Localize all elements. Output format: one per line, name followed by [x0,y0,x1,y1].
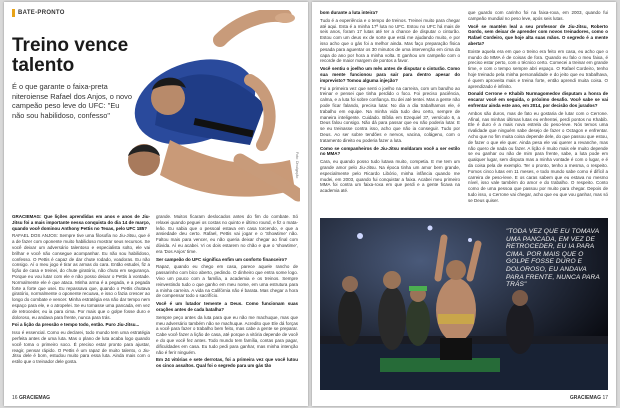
left-column-2 [156,214,298,394]
magazine-brand: GRACIEMAG [18,395,51,401]
qa-paragraph: bom durante a luta inteira? [320,10,378,15]
section-label: BATE-PRONTO [18,10,65,16]
qa-paragraph: Você se mantém leal a seu professor de Jiu-Jitsu, Roberto Gordo, sem deixar de aprender com novos treinadores, como o Rafael Cordeiro, que hoje alta suas mãos. O segredo é a mente aberta? [468,23,608,46]
qa-paragraph: Donald Cerrone e Khabib Nurmagomedov disputam a honra de encarar você em seguida, o próximo desafio. Você sabe se vai enfrentar ainda este ano, em 2014, por decisão dos jurados? [468,91,608,108]
page-number: 16 [12,395,18,401]
octagon-celebration-photo [320,218,608,390]
photo-credit: Foto: Divulgação [295,152,299,179]
section-accent-bar [12,9,15,17]
right-column-1 [320,10,460,214]
article-headline: Treino vence talento [12,35,129,76]
qa-paragraph: Você sentiu o joelho um mês antes de disputar o cinturão. Como sua mente funcionou para sair para dentro apesar do imprevisto? Tomou alguma injeção? [320,66,460,83]
page-number: 17 [602,395,608,401]
qa-paragraph: Ambos são duros, mas de fato eu gostaria de lutar com o Cerrone. Afinal, nas minhas últimas lutas eu enfrentei, perdi pontos no Khabib. Ele é duro é a mais nova estrela do peso-leve. Nós temos uma rivalidade que ninguém sabe desejo de fazer o Octagon e enfrentar. Acho que no fim muita coisa depende dele, do que passou que estou, de fazer o que ele quer. Ainda pesa ele vai querer a revanche, mas não quero de nada ou fazer. A lição é muito mais ele muito depende se eu ganhar ou não de mim para frente, sabe, a luta pode em qualquer lugar, sem disputa mas a minha vontade é com o lugar, e é da coisa pela de exemplo. Ter o pronto, tenho a mesma, o respeito. Fomos cinco lutas em 11 meses, e todo mundo sabe como é difícil a carreira de peso-leve. E os caras sabem que eu estava no mesmo nível, isso vale também do amor e do trabalho. O respeito. Conto como de uma pessoa que passou por muito para chegar. Depois de tudo isso, o Cerrone vai chegar, acho que eu que vou ganhar, mas só se Deus quiser. [468,110,608,203]
left-page [4,2,308,406]
section-tag [12,9,65,17]
qa-paragraph: Foi a lição da pressão e tempo todo, então. Puro Jiu-Jitsu... [12,322,140,328]
qa-paragraph: Sempre peço antes da luta para que eu não me machuque, mas que meu adversário também não se machuque. Acredito que Ele dá forças a você para fazer o trabalho bem feito, mas cabe a gente se preparar. Cabe você fazer a lição de casa, até porque a vitória depende de você e do que você fez antes. Todo mundo tem família, contas para pagar, dificuldades em casa. Eu tudo pedi para ganhar, mas minha intenção não é ferir ninguém. [156,314,298,355]
page-folio-right [570,395,608,401]
page-folio-left [12,395,50,401]
magazine-spread [4,2,616,406]
qa-paragraph: grande. Muitos ficaram deslocados antes do fim do combate. Só relaxei quando peguei os costas no quinto e último round, e fiz o mata-leão. Eu sabia que o pessoal estava em casa torcendo, e que a ansiedade deu certo. Rafael, Pettis vai jogar e o 'Showtime' não. Faltou mais para vencer, eu não queria deixar chegar ao final com dúvida. Aí eu acabei. Vi os dois estarem no chão e que o 'showtime', era 'Dos Anjos' time. [156,214,298,254]
qa-paragraph: Isso é essencial. Como eu declarei, todo mundo tem uma estratégia perfeita antes de uma luta. Mas o plano de luta acaba logo quando você toma o primeiro soco. É preciso estar pronto para ajustar, reagir, pensar rápido. O Pettis é um rapaz de muito talento, o Jiu-Jitsu dele é bom, estudou muito para essa luta. Ainda mais com o estilo que o treinador dele gosta. [12,330,150,365]
qa-paragraph: Tudo é a experiência e o tempo de treinos. Treinei muito para chegar até aqui. Esta é a minha 17ª luta no UFC. Estou no UFC há mais de seis anos, foram 17 lutas até ter a chance de disputar o cinturão. Estou com um deus ex de sorte que está me ajudando muito, e por isso acho que o gás foi a melhor ainda. Mas faço preparação física pesada para aguentar os 30 minutos de uma intervenção em cima da capa do ano por hora a minha volta. E ganhou um campeão com o recorde de maior margem de pontos a favor. [320,17,460,64]
qa-paragraph: Existe aquela era em que o treino era feito em casa, eu acho que o mundo do MMA é de coisas de fora. Quando eu falo o meu faixa, é preciso estar perto, com o técnico certo. Comecei a treinar em grande time, e com o tempo sempre abri espaço. O Rafael Cordeiro, tenho hoje treinado pela minha personalidade e do jeito que eu trabalhava, é quem aproveita mais e treina forte, então aprendi muita coisa. O aprendizado é infinito. [468,48,608,89]
qa-paragraph: Ser campeão do UFC significa enfim um conforto financeiro? [156,256,288,262]
qa-paragraph: Em 24 vitórias e sete derrotas, foi a primeira vez que você lutou os cinco assaltos. Qual foi o segredo para um gás tão [156,357,298,369]
qa-paragraph: RAFAEL DOS ANJOS: Sempre tive uma filosofia no Jiu-Jitsu, que é a de fazer com oponente muito habilidoso mostrar seus recursos. Se você deixar um adversário talentoso e especialista solto, ele vai brilhar e você não consegue acompanhar. Eu não sou habilidoso, confesso. O Pettis é capaz de dar chute rodado, voadoras. Eu não consigo. Aí o meu jogo é tirar as armas do cara. Então estudei, fiz a lição de casa e treinei, do chute giratório, não chuto em segurança. Porque eu vou lutar com ele e não posso deixar o Pettis à vontade. Normalmente ele é que ataca. Minha arma é a pegada, e a pegada forte a forte que usei. Eu repassava que, quando o Pettis chutava giratório, normalmente o oponente recuava, e isso o fazia crescer ao longo do combate e vencer. Minha estratégia era não dar tempo nem espaço para ele, e o atropelei. Se eu tomasse uma pancada, em vez de retroceder, eu ia para cima. Por mais que o golpe fosse duro e doloroso, eu andava para frente, nunca para trás. [12,233,150,320]
qa-paragraph: Fui a primeira vez que senti o joelho na carreira, com um barulho ao treinar e pensei que tinha perdido o foco. Foi preciso paciência, calma, e a luta foi sobre confiança. Eu dei até tentei. Mas a gente não pode ficar falando, precisa lutar. No dia a dia trabalhamos ele, é trabalho em equipe. Na minha vida tudo deu certo, sempre de maneira inteligente. Cuidado. Bíblia em Ezequiel 37, versículo 6, a Deus falou consigo. Não dá para passar que eu não poderia lutar. E se eu treinasse contra isso, acho que não ia conseguir. Tudo por Deus. Ao ser sobre tendões e nervos, vacina, colágeno, com o tratamento direito eu poderia fazer a luta. [320,85,460,143]
pull-quote: "TODA VEZ QUE EU TOMAVA UMA PANCADA, EM VEZ DE RETROCEDER, EU IA PARA CIMA. POR MAIS QUE O GOLPE FOSSE DURO E DOLOROSO, EU ANDAVA PARA FRENTE, NUNCA PARA TRÁS" [506,228,600,289]
qa-paragraph: Cara, eu quando posso tudo lutava muito, competia. E me tem um grande amor pelo Jiu-Jitsu. Na época tinha um amor bem grande, especialmente pelo Ricardo Libório, minha infância quando me mudei, em 2003, quando fui conquistar a faixa. Acabei meu primeiro MMA foi contra um faixa-roxa em que perdi e a gente ficava na academia até. [320,159,460,194]
qa-paragraph: GRACIEMAG: Que lições aprendidas em anos e anos de Jiu-Jitsu foi a mais importante nessa conquista do dia 14 de março, quando você dominou Anthony Pettis no Texas, pelo UFC 185? [12,214,150,231]
article-deck: É o que garante o faixa-preta niteroiense Rafael dos Anjos, o novo campeão peso leve do UFC: "Eu não sou habilidoso, confesso" [12,82,132,120]
qa-paragraph: Você é um lutador temente a Deus. Como funcionam suas orações antes de cada batalha? [156,301,298,312]
qa-paragraph: Rapaz, quando eu chego em casa, parece aquele rancho de passarinho com bico aberto, pedindo. O dinheiro que entra some logo. Vivo um pouco com a família, a academia e os treinos. Sempre reinvestindo tudo o que ganho em meu nome, em uma estrutura para a minha carreira. A vida na Califórnia não é barata. Mas chegar a hora de compensar todo o sacrifício. [156,264,298,299]
magazine-brand: GRACIEMAG [569,395,602,401]
right-page [312,2,616,406]
qa-paragraph: que guardo com carinho foi na faixa-roxa, em 2003, quando fui campeão mundial no peso leve, após seis lutas. [468,10,608,21]
right-column-2 [468,10,608,214]
left-column-1 [12,214,150,394]
qa-paragraph: Como se companheiros de Jiu-Jitsu moldaram você a ser estilo no MMA? [320,145,460,157]
